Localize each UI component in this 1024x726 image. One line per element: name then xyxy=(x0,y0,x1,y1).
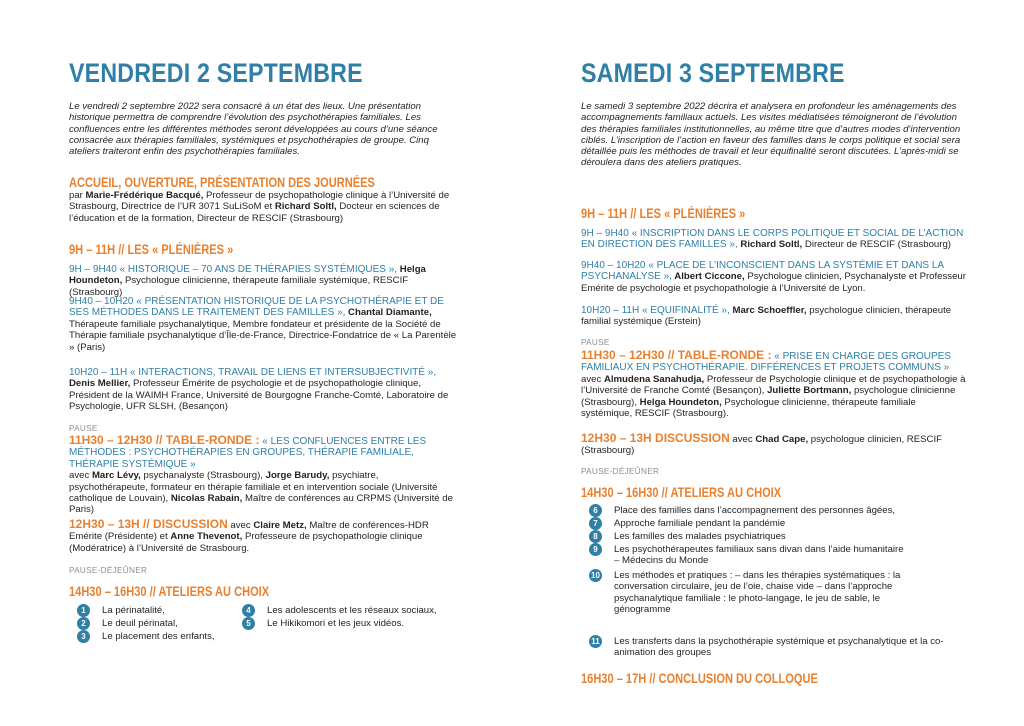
atelier-label: Approche familiale pendant la pandémie xyxy=(614,518,786,529)
friday-talk-2 xyxy=(69,296,459,353)
atelier-item xyxy=(589,531,965,543)
table-text: avec xyxy=(581,373,604,385)
talk-details: psychologue clinicien, thérapeute familial systémique (Erstein) xyxy=(581,305,952,328)
accueil-text: par xyxy=(69,190,86,201)
atelier-label: Place des familles dans l’accompagnement des personnes âgées, xyxy=(614,505,896,516)
saturday-discussion xyxy=(581,433,966,457)
friday-table-ronde xyxy=(69,435,459,516)
atelier-number-badge: 8 xyxy=(589,530,602,543)
atelier-item xyxy=(77,618,178,630)
atelier-number-badge: 2 xyxy=(77,617,90,630)
atelier-number-badge: 6 xyxy=(589,504,602,517)
atelier-number-badge: 9 xyxy=(589,543,602,556)
atelier-number-badge: 4 xyxy=(242,604,255,617)
atelier-item xyxy=(242,618,404,630)
talk-heading: 9H – 9H40 « HISTORIQUE – 70 ANS DE THÉRAPIES SYSTÉMIQUES », xyxy=(69,264,398,275)
atelier-label: Les méthodes et pratiques : – dans les thérapies systématiques : la conversation circulaire, jeu de l’oie, chaise vide – dans l’approche psychanalytique familiale : le photo-langage, le jeu de sable, le génogramme xyxy=(614,570,901,616)
table-ronde-theme: « PRISE EN CHARGE DES GROUPES FAMILIAUX EN PSYCHOTHÉRAPIE. DIFFÉRENCES ET PROJETS COMMUNS » xyxy=(581,351,952,374)
friday-pause-dejeuner: PAUSE-DÉJEÛNER xyxy=(69,566,148,575)
talk-heading: 9H – 9H40 « INSCRIPTION DANS LE CORPS POLITIQUE ET SOCIAL DE L’ACTION EN DIRECTION DES FAMILLES », xyxy=(581,228,964,251)
atelier-item xyxy=(589,505,965,517)
speaker-name: Helga Houndeton, xyxy=(639,396,722,408)
discussion-text: avec xyxy=(729,434,756,445)
saturday-pause-dejeuner: PAUSE-DÉJEÛNER xyxy=(581,467,660,476)
friday-ateliers-heading xyxy=(69,584,313,599)
discussion-heading: 12H30 – 13H // DISCUSSION xyxy=(69,517,228,531)
atelier-label: Le placement des enfants, xyxy=(102,631,215,642)
atelier-label: La périnatalité, xyxy=(102,605,165,616)
speaker-name: Juliette Bortmann, xyxy=(767,385,852,397)
saturday-talk-2 xyxy=(581,260,966,294)
table-text: psychologue clinicienne (Strasbourg), xyxy=(581,385,956,408)
saturday-title: SAMEDI 3 SEPTEMBRE xyxy=(581,58,845,88)
atelier-number-badge: 11 xyxy=(589,635,602,648)
friday-title: VENDREDI 2 SEPTEMBRE xyxy=(69,58,363,88)
atelier-number-badge: 10 xyxy=(589,569,602,582)
friday-accueil xyxy=(69,175,459,224)
talk-details: Thérapeute familiale psychanalytique, Membre fondateur et présidente de la Société de Thérapie familiale psychanalytique d’Île-de-France, Directrice-Fondatrice de « La Parentèle » (Paris) xyxy=(69,318,457,353)
talk-details: Professeur Émérite de psychologie et de psychopathologie clinique, Président de la WAIMH France, Université de Bourgogne Franche-Comté, Laboratoire de Psychologie, UFR SLSH, (Besançon) xyxy=(69,378,449,413)
atelier-item xyxy=(77,605,165,617)
talk-heading: 10H20 – 11H « EQUIFINALITÉ », xyxy=(581,305,730,316)
atelier-item xyxy=(242,605,437,617)
speaker-name: Richard Soltl, xyxy=(274,201,337,213)
saturday-talk-3 xyxy=(581,305,966,328)
atelier-label: Les adolescents et les réseaux sociaux, xyxy=(267,605,437,616)
accueil-heading: ACCUEIL, OUVERTURE, PRÉSENTATION DES JOURNÉES xyxy=(69,175,375,190)
speaker-name: Anne Thevenot, xyxy=(170,531,243,543)
table-ronde-theme: « LES CONFLUENCES ENTRE LES MÉTHODES : PSYCHOTHÉRAPIES EN GROUPES, THÉRAPIE FAMILIALE, THÉRAPIE SYSTÉMIQUE » xyxy=(69,436,427,470)
friday-talk-1 xyxy=(69,264,459,298)
friday-plenieres-heading xyxy=(69,242,269,257)
saturday-table-ronde xyxy=(581,350,966,419)
friday-pause: PAUSE xyxy=(69,424,98,433)
table-text: Psychologue clinicienne, thérapeute familiale systémique, RESCIF (Strasbourg). xyxy=(581,396,916,420)
talk-heading: 9H40 – 10H20 « PLACE DE L’INCONSCIENT DANS LA SYSTÉMIE ET DANS LA PSYCHANALYSE », xyxy=(581,260,944,283)
speaker-name: Chad Cape, xyxy=(755,434,809,445)
atelier-number-badge: 1 xyxy=(77,604,90,617)
discussion-text: Professeure de psychopathologie clinique (Modératrice) à l’Université de Strasbourg. xyxy=(69,531,423,554)
ateliers-heading: 14H30 – 16H30 // ATELIERS AU CHOIX xyxy=(581,485,782,500)
speaker-name: Jorge Barudy, xyxy=(265,470,330,482)
discussion-text: Maître de conférences-HDR Emérite (Présidente) et xyxy=(69,520,429,543)
discussion-heading: 12H30 – 13H DISCUSSION xyxy=(581,431,730,445)
atelier-number-badge: 3 xyxy=(77,630,90,643)
atelier-number-badge: 5 xyxy=(242,617,255,630)
speaker-name: Marie-Frédérique Bacqué, xyxy=(85,190,204,201)
saturday-pause: PAUSE xyxy=(581,338,610,347)
atelier-item xyxy=(589,518,965,530)
saturday-conclusion xyxy=(581,671,870,686)
speaker-name: Denis Mellier, xyxy=(69,378,131,390)
accueil-text: Docteur en sciences de l’éducation et de la formation, Directeur de RESCIF (Strasbourg) xyxy=(69,201,440,224)
atelier-item xyxy=(77,631,215,643)
saturday-plenieres-heading xyxy=(581,206,781,221)
table-text: psychiatre, psychothérapeute, formateur en thérapie familiale et en intervention sociale (Université catholique de Louvain), xyxy=(69,470,438,505)
speaker-name: Richard Soltl, xyxy=(737,239,803,251)
talk-details: Psychologue clinicien, Psychanalyste et Professeur Emérite de psychologie et psychopathologie à l’Université de Lyon. xyxy=(581,271,966,294)
friday-discussion xyxy=(69,519,459,554)
saturday-ateliers-heading xyxy=(581,485,825,500)
plenieres-heading: 9H – 11H // LES « PLÉNIÈRES » xyxy=(581,206,746,221)
atelier-item xyxy=(589,544,909,567)
discussion-text: avec xyxy=(227,520,254,531)
talk-heading: 10H20 – 11H « INTERACTIONS, TRAVAIL DE LIENS ET INTERSUBJECTIVITÉ », xyxy=(69,367,437,378)
talk-details: Directeur de RESCIF (Strasbourg) xyxy=(802,239,951,251)
talk-details: Psychologue clinicienne, thérapeute familiale systémique, RESCIF (Strasbourg) xyxy=(69,275,409,298)
atelier-label: Les psychothérapeutes familiaux sans divan dans l’aide humanitaire – Médecins du Monde xyxy=(614,544,904,567)
speaker-name: Nicolas Rabain, xyxy=(170,493,243,505)
table-ronde-time: 11H30 – 12H30 // TABLE-RONDE : xyxy=(581,348,772,362)
friday-intro: Le vendredi 2 septembre 2022 sera consacré à un état des lieux. Une présentation historique permettra de comprendre l’évolution des psychothérapies familiales. Les confluences entre les différentes méthodes seront développées au cours d’une séance consacrée aux thérapies familiales, systémiques et psychothérapies de groupe. Cinq ateliers traiteront enfin des psychothérapies familiales. xyxy=(69,101,438,158)
speaker-name: Albert Ciccone, xyxy=(671,271,745,283)
atelier-label: Les transferts dans la psychothérapie systémique et psychanalytique et la co-animation des groupes xyxy=(614,636,944,659)
discussion-text: psychologue clinicien, RESCIF (Strasbourg) xyxy=(581,434,942,457)
atelier-label: Le deuil périnatal, xyxy=(102,618,178,629)
friday-talk-3 xyxy=(69,367,459,413)
plenieres-heading: 9H – 11H // LES « PLÉNIÈRES » xyxy=(69,242,234,257)
talk-heading: 9H40 – 10H20 « PRÉSENTATION HISTORIQUE DE LA PSYCHOTHÉRAPIE ET DE SES MÉTHODES DANS LE TRAITEMENT DES FAMILLES », xyxy=(69,296,444,319)
speaker-name: Chantal Diamante, xyxy=(345,307,432,319)
speaker-name: Almudena Sanahudja, xyxy=(603,373,705,385)
table-text: Maître de conférences au CRPMS (Université de Paris) xyxy=(69,493,453,516)
speaker-name: Marc Lévy, xyxy=(91,470,141,482)
atelier-label: Le Hikikomori et les jeux vidéos. xyxy=(267,618,405,629)
atelier-item xyxy=(589,636,965,659)
speaker-name: Helga Houndeton, xyxy=(69,264,426,287)
atelier-label: Les familles des malades psychiatriques xyxy=(614,531,786,542)
table-ronde-time: 11H30 – 12H30 // TABLE-RONDE : xyxy=(69,433,260,447)
saturday-intro: Le samedi 3 septembre 2022 décrira et analysera en profondeur les aménagements des accompagnements familiaux actuels. Les visites médiatisées témoigneront de l’évolution des thérapies familiales institutionnelles, au même titre que d’autres modes d’intervention ciblés. L’inscription de l’action en faveur des familles dans le corps politique et social sera détaillée puis les méthodes de travail et leur équifinalité seront discutées. L’après-midi se déroulera dans des ateliers pratiques. xyxy=(581,101,961,169)
accueil-text: Professeur de psychopathologie clinique à l’Université de Strasbourg, Directrice de l’UR 3071 SuLiSoM et xyxy=(69,190,450,213)
speaker-name: Marc Schoeffler, xyxy=(729,305,807,316)
conclusion-heading: 16H30 – 17H // CONCLUSION DU COLLOQUE xyxy=(581,671,818,686)
speaker-name: Claire Metz, xyxy=(253,520,307,531)
atelier-item xyxy=(589,570,934,616)
table-text: Professeur de Psychologie clinique et de psychopathologie à l’Université de Franche Comté (Besançon), xyxy=(581,373,966,397)
atelier-number-badge: 7 xyxy=(589,517,602,530)
saturday-talk-1 xyxy=(581,228,966,251)
table-text: psychanalyste (Strasbourg), xyxy=(140,470,266,482)
table-text: avec xyxy=(69,470,92,482)
ateliers-heading: 14H30 – 16H30 // ATELIERS AU CHOIX xyxy=(69,584,270,599)
